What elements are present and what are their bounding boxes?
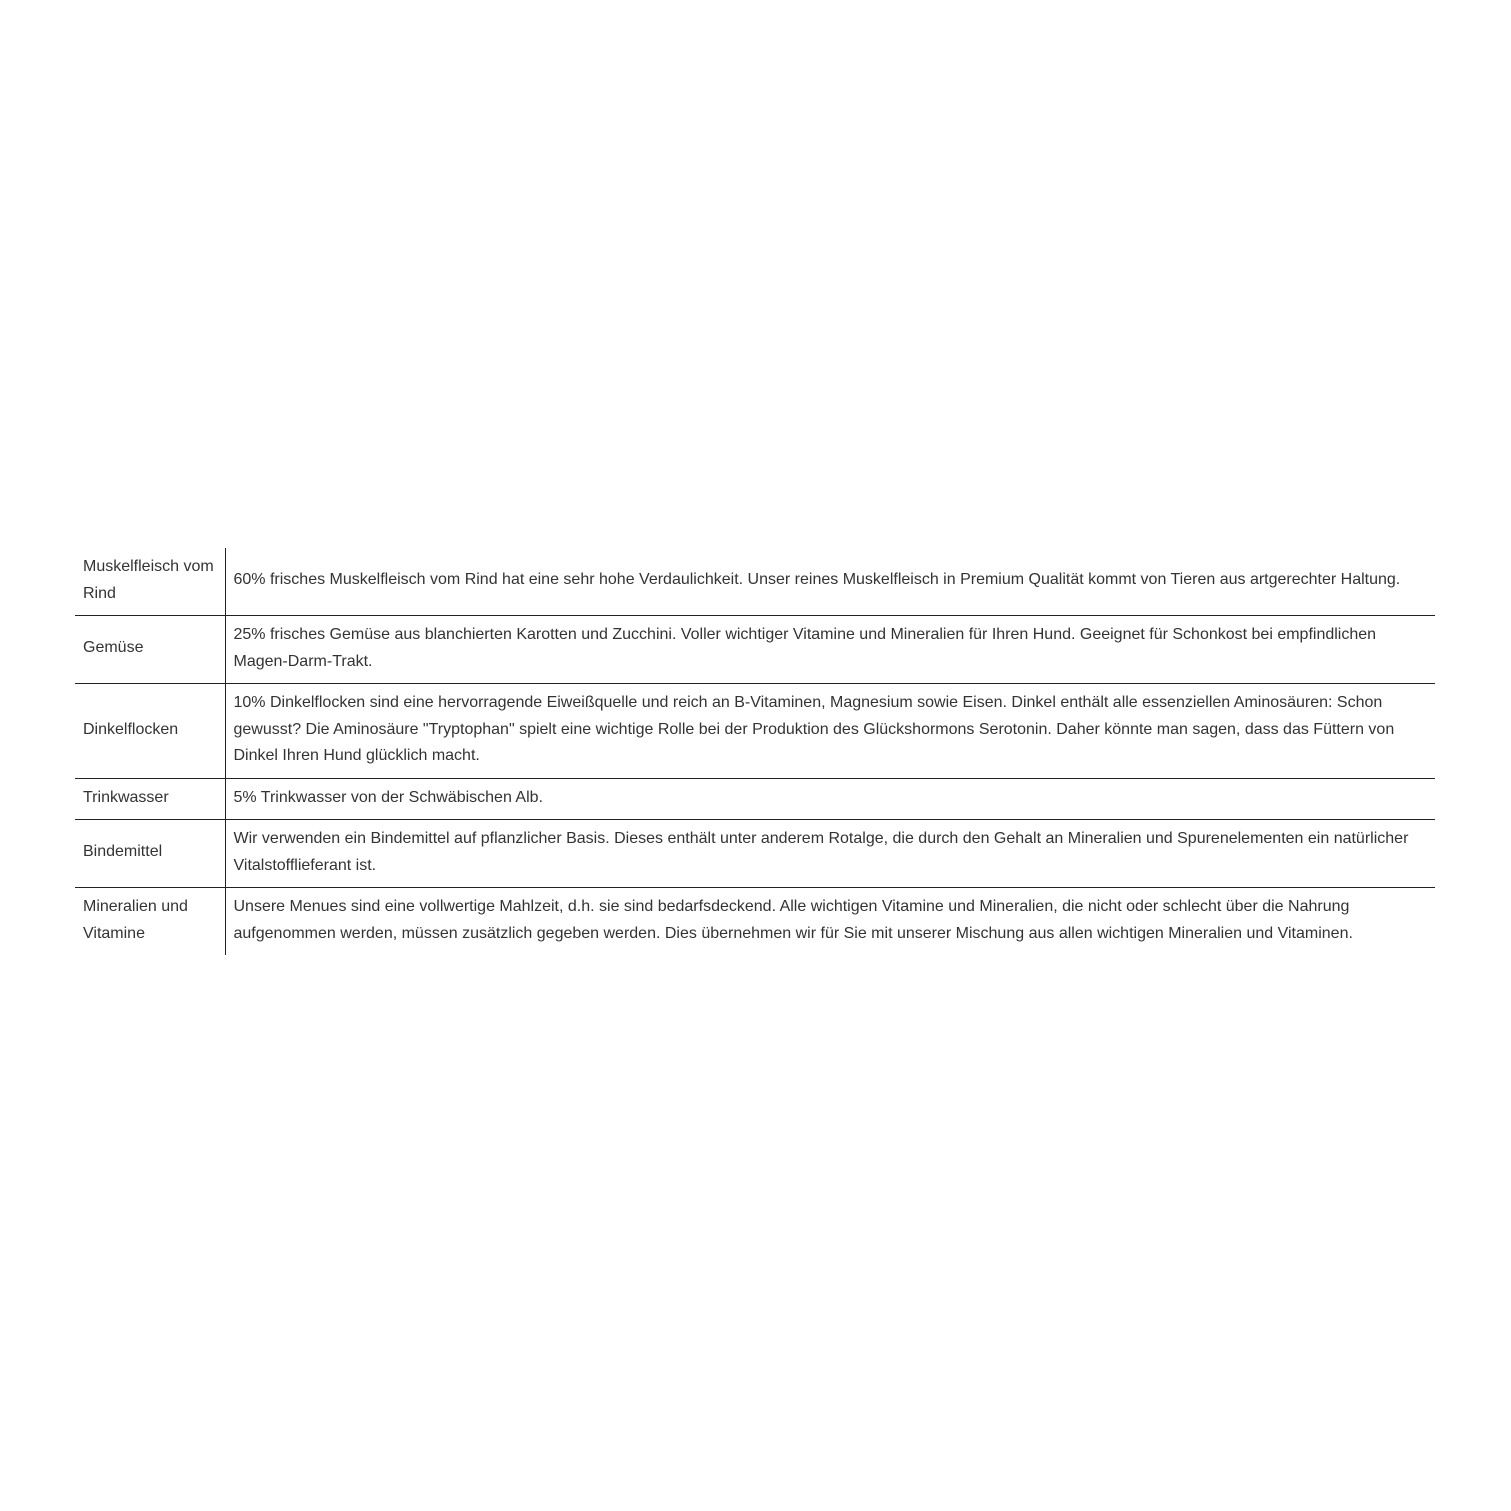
table-row xyxy=(75,820,1435,888)
table-row xyxy=(75,888,1435,956)
ingredient-name: Gemüse xyxy=(75,616,225,684)
table-row xyxy=(75,616,1435,684)
ingredient-description: 60% frisches Muskelfleisch vom Rind hat eine sehr hohe Verdaulichkeit. Unser reines Muskelfleisch in Premium Qualität kommt von Tieren aus artgerechter Haltung. xyxy=(233,571,1401,589)
ingredients-table-body xyxy=(75,548,1435,955)
ingredient-description: Unsere Menues sind eine vollwertige Mahlzeit, d.h. sie sind bedarfsdeckend. Alle wichtigen Vitamine und Mineralien, die nicht oder schlecht über die Nahrung aufgenommen werden, müssen zusätzlich gegeben werden. Dies übernehmen wir für Sie mit unserer Mischung aus allen wichtigen Mineralien und Vitaminen. xyxy=(225,888,1435,956)
ingredient-description: Wir verwenden ein Bindemittel auf pflanzlicher Basis. Dieses enthält unter anderem Rotalge, die durch den Gehalt an Mineralien und Spurenelementen ein natürlicher Vitalstofflieferant ist. xyxy=(225,820,1435,888)
ingredient-name: Mineralien und Vitamine xyxy=(75,888,225,956)
ingredient-description: 5% Trinkwasser von der Schwäbischen Alb. xyxy=(225,778,1435,820)
table-row xyxy=(75,684,1435,779)
ingredient-description: 10% Dinkelflocken sind eine hervorragende Eiweißquelle und reich an B-Vitaminen, Magnesium sowie Eisen. Dinkel enthält alle essenziellen Aminosäuren: Schon gewusst? Die Aminosäure "Tryptophan" spielt eine wichtige Rolle bei der Produktion des Glückshormons Serotonin. Daher könnte man sagen, dass das Füttern von Dinkel Ihren Hund glücklich macht. xyxy=(225,684,1435,779)
ingredient-name: Dinkelflocken xyxy=(75,684,225,779)
ingredient-description: 25% frisches Gemüse aus blanchierten Karotten und Zucchini. Voller wichtiger Vitamine und Mineralien für Ihren Hund. Geeignet für Schonkost bei empfindlichen Magen-Darm-Trakt. xyxy=(225,616,1435,684)
ingredient-name: Trinkwasser xyxy=(75,778,225,820)
table-row xyxy=(75,548,1435,616)
ingredients-table xyxy=(75,548,1435,955)
ingredient-name: Bindemittel xyxy=(75,820,225,888)
table-row xyxy=(75,778,1435,820)
ingredient-name: Muskelfleisch vom Rind xyxy=(75,548,225,616)
